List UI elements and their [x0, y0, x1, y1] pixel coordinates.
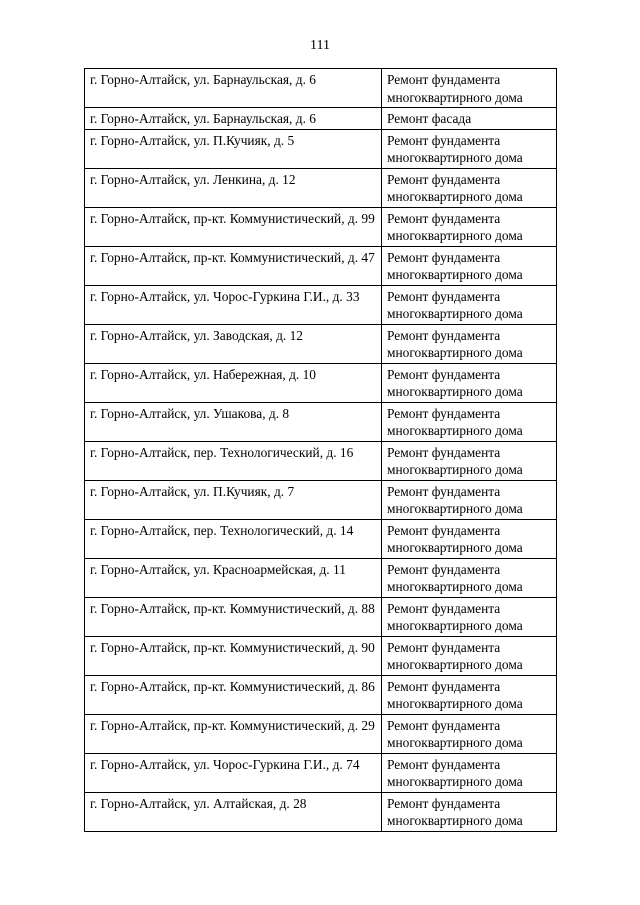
table-row — [85, 69, 557, 108]
address-cell: г. Горно-Алтайск, ул. Барнаульская, д. 6 — [85, 108, 382, 130]
address-cell: г. Горно-Алтайск, ул. Чорос-Гуркина Г.И., д. 33 — [85, 285, 382, 324]
page-number: 111 — [310, 38, 330, 53]
work-type-cell: Ремонт фундамента многоквартирного дома — [382, 753, 557, 792]
work-type-cell: Ремонт фундамента многоквартирного дома — [382, 519, 557, 558]
address-cell: г. Горно-Алтайск, пр-кт. Коммунистический, д. 88 — [85, 597, 382, 636]
address-cell: г. Горно-Алтайск, ул. Чорос-Гуркина Г.И., д. 74 — [85, 753, 382, 792]
table-row — [85, 402, 557, 441]
address-cell: г. Горно-Алтайск, пер. Технологический, д. 14 — [85, 519, 382, 558]
address-cell: г. Горно-Алтайск, ул. Ушакова, д. 8 — [85, 402, 382, 441]
work-type-cell: Ремонт фундамента многоквартирного дома — [382, 363, 557, 402]
table-row — [85, 519, 557, 558]
work-type-cell: Ремонт фундамента многоквартирного дома — [382, 129, 557, 168]
table-row — [85, 129, 557, 168]
work-type-cell: Ремонт фундамента многоквартирного дома — [382, 285, 557, 324]
work-type-cell: Ремонт фундамента многоквартирного дома — [382, 441, 557, 480]
table-row — [85, 753, 557, 792]
table-row — [85, 441, 557, 480]
table-row — [85, 324, 557, 363]
work-type-cell: Ремонт фундамента многоквартирного дома — [382, 675, 557, 714]
table-row — [85, 108, 557, 130]
work-type-cell: Ремонт фундамента многоквартирного дома — [382, 69, 557, 108]
work-type-cell: Ремонт фасада — [382, 108, 557, 130]
work-type-cell: Ремонт фундамента многоквартирного дома — [382, 597, 557, 636]
address-cell: г. Горно-Алтайск, ул. Красноармейская, д. 11 — [85, 558, 382, 597]
work-type-cell: Ремонт фундамента многоквартирного дома — [382, 207, 557, 246]
work-type-cell: Ремонт фундамента многоквартирного дома — [382, 402, 557, 441]
address-cell: г. Горно-Алтайск, ул. Набережная, д. 10 — [85, 363, 382, 402]
address-cell: г. Горно-Алтайск, ул. Ленкина, д. 12 — [85, 168, 382, 207]
address-cell: г. Горно-Алтайск, ул. П.Кучияк, д. 7 — [85, 480, 382, 519]
work-type-cell: Ремонт фундамента многоквартирного дома — [382, 168, 557, 207]
address-cell: г. Горно-Алтайск, пр-кт. Коммунистический, д. 47 — [85, 246, 382, 285]
table-row — [85, 480, 557, 519]
address-cell: г. Горно-Алтайск, ул. Заводская, д. 12 — [85, 324, 382, 363]
address-cell: г. Горно-Алтайск, пр-кт. Коммунистический, д. 90 — [85, 636, 382, 675]
work-type-cell: Ремонт фундамента многоквартирного дома — [382, 558, 557, 597]
table-row — [85, 246, 557, 285]
address-cell: г. Горно-Алтайск, пер. Технологический, д. 16 — [85, 441, 382, 480]
table-row — [85, 168, 557, 207]
table-row — [85, 363, 557, 402]
address-cell: г. Горно-Алтайск, пр-кт. Коммунистический, д. 86 — [85, 675, 382, 714]
table-row — [85, 792, 557, 831]
work-type-cell: Ремонт фундамента многоквартирного дома — [382, 246, 557, 285]
table-body — [85, 69, 557, 832]
table-row — [85, 597, 557, 636]
address-cell: г. Горно-Алтайск, ул. Алтайская, д. 28 — [85, 792, 382, 831]
table-row — [85, 285, 557, 324]
work-type-cell: Ремонт фундамента многоквартирного дома — [382, 714, 557, 753]
address-cell: г. Горно-Алтайск, пр-кт. Коммунистический, д. 99 — [85, 207, 382, 246]
work-type-cell: Ремонт фундамента многоквартирного дома — [382, 324, 557, 363]
table-row — [85, 558, 557, 597]
address-cell: г. Горно-Алтайск, ул. Барнаульская, д. 6 — [85, 69, 382, 108]
work-type-cell: Ремонт фундамента многоквартирного дома — [382, 792, 557, 831]
works-table — [84, 68, 557, 832]
address-cell: г. Горно-Алтайск, пр-кт. Коммунистический, д. 29 — [85, 714, 382, 753]
address-cell: г. Горно-Алтайск, ул. П.Кучияк, д. 5 — [85, 129, 382, 168]
work-type-cell: Ремонт фундамента многоквартирного дома — [382, 636, 557, 675]
table-row — [85, 636, 557, 675]
table-row — [85, 675, 557, 714]
table-row — [85, 207, 557, 246]
work-type-cell: Ремонт фундамента многоквартирного дома — [382, 480, 557, 519]
table-row — [85, 714, 557, 753]
